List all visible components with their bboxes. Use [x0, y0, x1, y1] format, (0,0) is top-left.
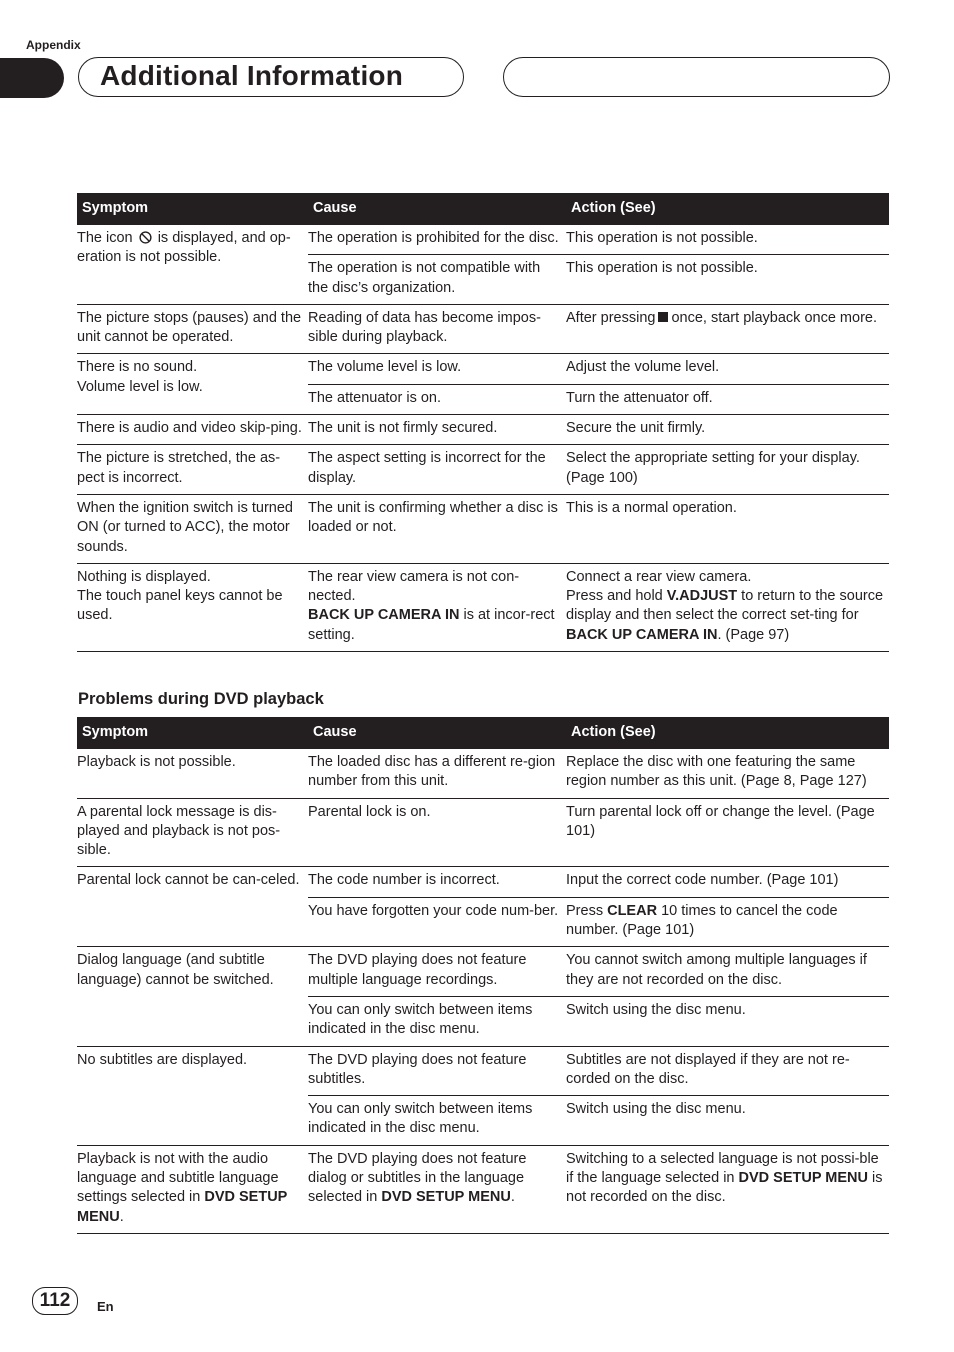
action-cell: Switch using the disc menu. — [566, 996, 889, 1046]
table-header-row — [77, 193, 889, 225]
table-header-row — [77, 717, 889, 749]
stop-button-icon — [658, 312, 668, 322]
cause-cell: The DVD playing does not feature subtitles. — [308, 1046, 566, 1096]
symptom-cell: Dialog language (and subtitle language) cannot be switched. — [77, 947, 308, 1046]
table-row — [77, 1046, 889, 1096]
symptom-cell: No subtitles are displayed. — [77, 1046, 308, 1145]
action-cell: This operation is not possible. — [566, 225, 889, 255]
cause-cell: The loaded disc has a different re-gion number from this unit. — [308, 749, 566, 798]
action-cell: Turn the attenuator off. — [566, 384, 889, 414]
cause-cell: Reading of data has become impos-sible during playback. — [308, 304, 566, 354]
cause-cell: The attenuator is on. — [308, 384, 566, 414]
page-number: 112 — [32, 1287, 78, 1315]
action-cell: Select the appropriate setting for your display. (Page 100) — [566, 445, 889, 495]
section-tab-marker — [0, 58, 64, 98]
action-cell: Input the correct code number. (Page 101) — [566, 867, 889, 897]
action-cell: Connect a rear view camera. Press and hold V.ADJUST to return to the source display and then select the correct set-ting for BACK UP CAMERA IN. (Page 97) — [566, 563, 889, 651]
symptom-cell: A parental lock message is dis-played and playback is not pos-sible. — [77, 798, 308, 867]
action-cell: This operation is not possible. — [566, 255, 889, 305]
action-cell: Press CLEAR 10 times to cancel the code number. (Page 101) — [566, 897, 889, 947]
table-row — [77, 225, 889, 255]
table-row — [77, 563, 889, 651]
section-heading: Problems during DVD playback — [78, 690, 324, 708]
table-row — [77, 867, 889, 897]
column-header-cause: Cause — [308, 717, 566, 749]
action-cell: Replace the disc with one featuring the same region number as this unit. (Page 8, Page 127) — [566, 749, 889, 798]
symptom-cell: There is no sound. Volume level is low. — [77, 354, 308, 415]
table-row — [77, 749, 889, 798]
table-row — [77, 947, 889, 997]
symptom-cell: Parental lock cannot be can-celed. — [77, 867, 308, 947]
cause-cell: The DVD playing does not feature multiple language recordings. — [308, 947, 566, 997]
cause-cell: The operation is prohibited for the disc. — [308, 225, 566, 255]
cause-cell: You have forgotten your code num-ber. — [308, 897, 566, 947]
table-row — [77, 415, 889, 445]
action-cell: Switching to a selected language is not possi-ble if the language selected in DVD SETUP MENU is not recorded on the disc. — [566, 1145, 889, 1233]
cause-cell: The volume level is low. — [308, 354, 566, 384]
troubleshooting-table — [77, 193, 889, 652]
cause-cell: You can only switch between items indicated in the disc menu. — [308, 996, 566, 1046]
cause-cell: The code number is incorrect. — [308, 867, 566, 897]
section-label: Appendix — [26, 38, 81, 52]
symptom-cell: The picture is stretched, the as-pect is incorrect. — [77, 445, 308, 495]
table-row — [77, 1145, 889, 1233]
column-header-cause: Cause — [308, 193, 566, 225]
cause-cell: Parental lock is on. — [308, 798, 566, 867]
table-row — [77, 798, 889, 867]
language-label: En — [97, 1299, 114, 1314]
symptom-cell: The picture stops (pauses) and the unit cannot be operated. — [77, 304, 308, 354]
symptom-cell: The icon is displayed, and op-eration is not possible. — [77, 225, 308, 304]
page-title: Additional Information — [100, 60, 404, 91]
cause-cell: The unit is not firmly secured. — [308, 415, 566, 445]
action-cell: Switch using the disc menu. — [566, 1096, 889, 1146]
action-cell: You cannot switch among multiple languages if they are not recorded on the disc. — [566, 947, 889, 997]
action-cell: Secure the unit firmly. — [566, 415, 889, 445]
symptom-cell: When the ignition switch is turned ON (or turned to ACC), the motor sounds. — [77, 494, 308, 563]
symptom-cell: Playback is not possible. — [77, 749, 308, 798]
blank-header-frame — [503, 57, 890, 97]
table-row — [77, 445, 889, 495]
column-header-action: Action (See) — [566, 717, 889, 749]
symptom-cell: Nothing is displayed. The touch panel keys cannot be used. — [77, 563, 308, 651]
table-row — [77, 494, 889, 563]
column-header-symptom: Symptom — [77, 193, 308, 225]
column-header-action: Action (See) — [566, 193, 889, 225]
cause-cell: The unit is confirming whether a disc is loaded or not. — [308, 494, 566, 563]
action-cell: After pressing once, start playback once more. — [566, 304, 889, 354]
table-row — [77, 354, 889, 384]
cause-cell: The operation is not compatible with the disc’s organization. — [308, 255, 566, 305]
cause-cell: The rear view camera is not con-nected. BACK UP CAMERA IN is at incor-rect setting. — [308, 563, 566, 651]
cause-cell: The DVD playing does not feature dialog or subtitles in the language selected in DVD SETUP MENU. — [308, 1145, 566, 1233]
cause-cell: The aspect setting is incorrect for the display. — [308, 445, 566, 495]
action-cell: Turn parental lock off or change the level. (Page 101) — [566, 798, 889, 867]
symptom-cell: Playback is not with the audio language and subtitle language settings selected in DVD SETUP MENU. — [77, 1145, 308, 1233]
column-header-symptom: Symptom — [77, 717, 308, 749]
dvd-troubleshooting-table — [77, 717, 889, 1234]
action-cell: This is a normal operation. — [566, 494, 889, 563]
action-cell: Subtitles are not displayed if they are not re-corded on the disc. — [566, 1046, 889, 1096]
prohibited-icon — [139, 231, 152, 244]
symptom-cell: There is audio and video skip-ping. — [77, 415, 308, 445]
action-cell: Adjust the volume level. — [566, 354, 889, 384]
table-row — [77, 304, 889, 354]
cause-cell: You can only switch between items indicated in the disc menu. — [308, 1096, 566, 1146]
